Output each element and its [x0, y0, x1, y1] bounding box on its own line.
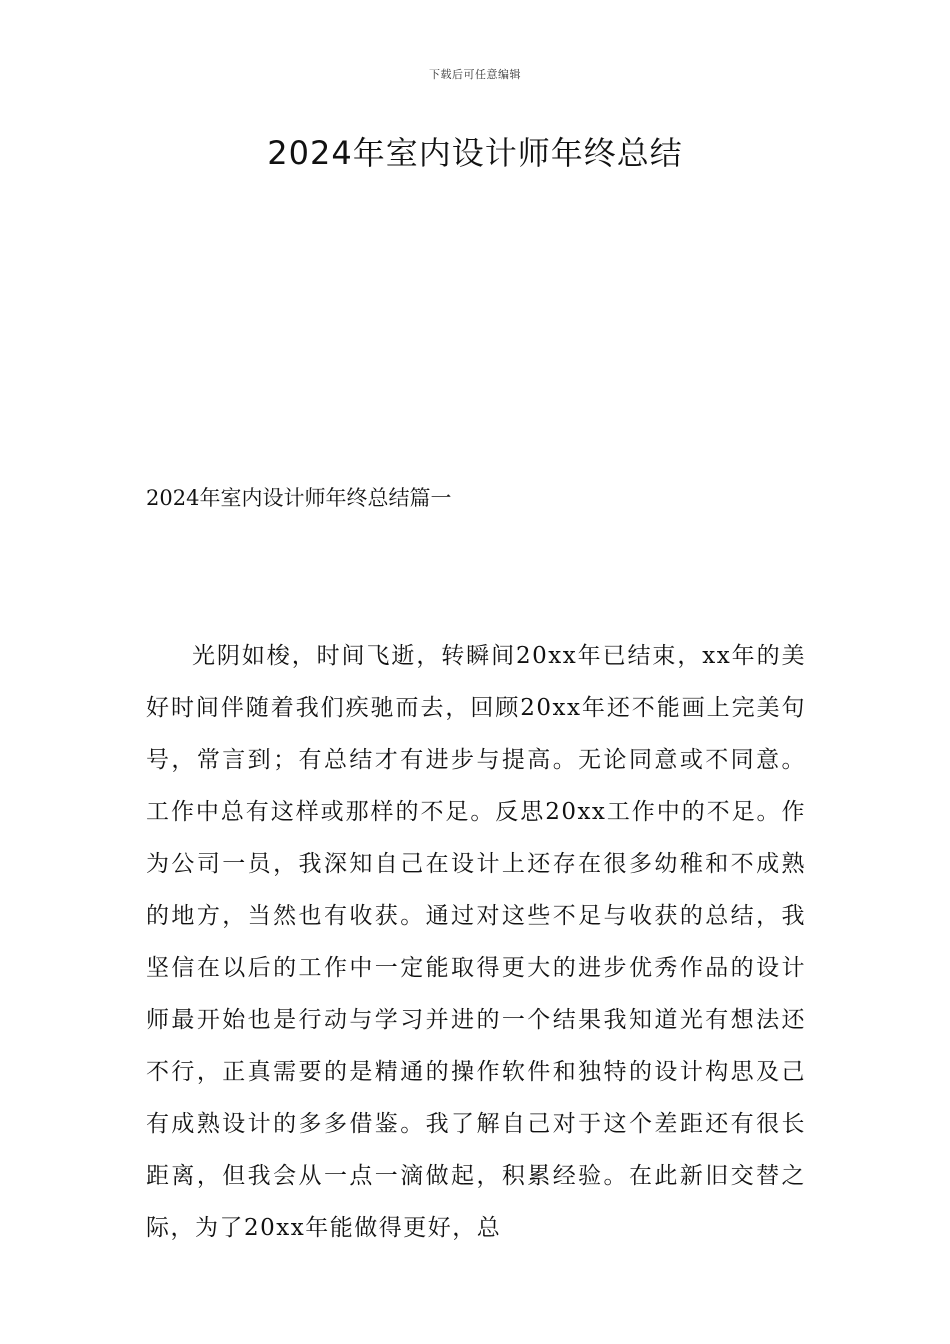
section-heading: 2024年室内设计师年终总结篇一 [146, 486, 452, 510]
document-title: 2024年室内设计师年终总结 [267, 134, 683, 172]
page-header-note: 下载后可任意编辑 [429, 68, 521, 81]
body-paragraph: 光阴如梭，时间飞逝，转瞬间20xx年已结束，xx年的美好时间伴随着我们疾驰而去，回顾20xx年还不能画上完美句号，常言到；有总结才有进步与提高。无论同意或不同意。工作中总有这样或那样的不足。反思20xx工作中的不足。作为公司一员，我深知自己在设计上还存在很多幼稚和不成熟的地方，当然也有收获。通过对这些不足与收获的总结，我坚信在以后的工作中一定能取得更大的进步优秀作品的设计师最开始也是行动与学习并进的一个结果我知道光有想法还不行，正真需要的是精通的操作软件和独特的设计构思及己有成熟设计的多多借鉴。我了解自己对于这个差距还有很长距离，但我会从一点一滴做起，积累经验。在此新旧交替之际，为了20xx年能做得更好，总 [146, 643, 806, 1241]
